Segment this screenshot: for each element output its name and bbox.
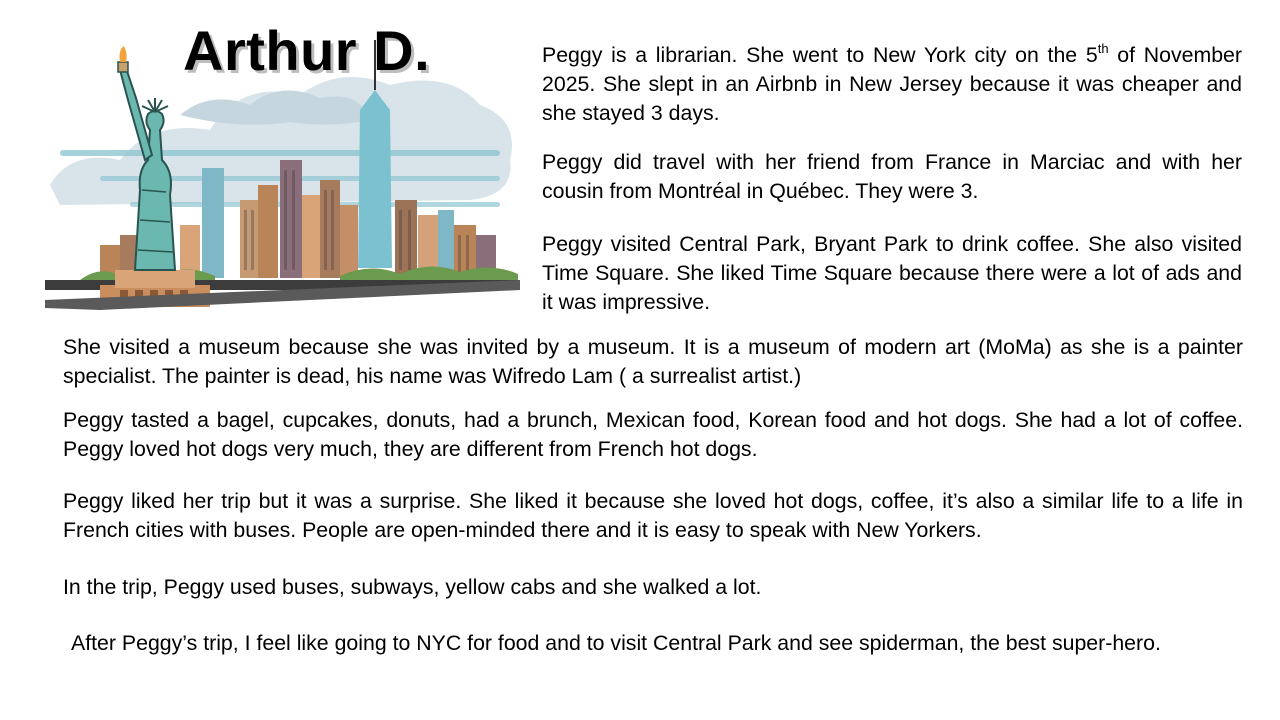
- paragraph-trip-intro-text-b: of November 2025. She slept in an Airbnb in New Jersey because it was cheaper and she stayed 3 days.: [542, 43, 1242, 125]
- paragraph-conclusion: After Peggy’s trip, I feel like going to NYC for food and to visit Central Park and see spiderman, the best super-hero.: [71, 631, 1161, 655]
- paragraph-travel-companions: Peggy did travel with her friend from France in Marciac and with her cousin from Montréal in Québec. They were 3.: [542, 150, 1242, 203]
- paragraph-museum: She visited a museum because she was invited by a museum. It is a museum of modern art (MoMa) as she is a painter specialist. The painter is dead, his name was Wifredo Lam ( a surrealist artist.): [63, 335, 1243, 388]
- paragraph-trip-intro: [542, 41, 1242, 128]
- paragraph-food: Peggy tasted a bagel, cupcakes, donuts, had a brunch, Mexican food, Korean food and hot dogs. She had a lot of coffee. Peggy loved hot dogs very much, they are different from French hot dogs.: [63, 408, 1243, 461]
- paragraph-places-visited: Peggy visited Central Park, Bryant Park to drink coffee. She also visited Time Square. She liked Time Square because there were a lot of ads and it was impressive.: [542, 232, 1242, 314]
- paragraph-trip-intro-text-a: Peggy is a librarian. She went to New York city on the 5: [542, 43, 1098, 67]
- ordinal-suffix: th: [1097, 41, 1109, 56]
- paragraph-transport: In the trip, Peggy used buses, subways, yellow cabs and she walked a lot.: [63, 575, 762, 599]
- page-title: Arthur D.: [183, 19, 431, 82]
- paragraph-opinion: Peggy liked her trip but it was a surprise. She liked it because she loved hot dogs, coffee, it’s also a similar life to a life in French cities with buses. People are open-minded there and it is easy to speak with New Yorkers.: [63, 489, 1243, 542]
